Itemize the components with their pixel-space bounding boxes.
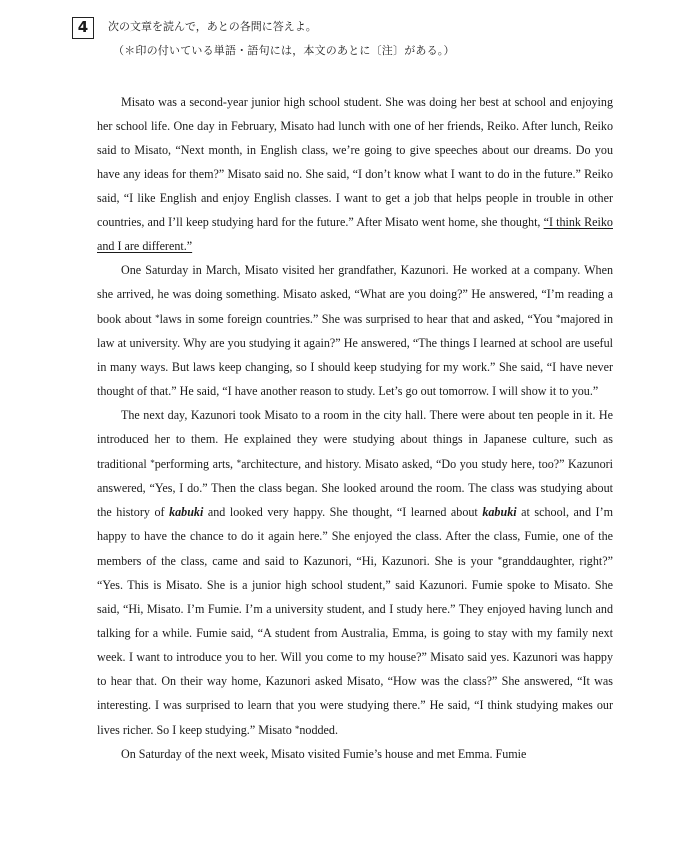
question-instruction: 次の文章を読んで，あとの各問に答えよ。 xyxy=(108,20,317,33)
paragraph-3-text: nodded. xyxy=(299,723,338,737)
paragraph-3-text: performing arts, xyxy=(154,457,237,471)
paragraph-2-text: majored in law at university. Why are you studying it again?” He answered, “The things I learned at school are useful in many ways. But laws keep changing, so I should keep studying for my work.” She said, “I have never thought of that.” He said, “I have another reason to study. Let’s go out tomorrow. I will show it to you.” xyxy=(97,312,613,398)
footnote-marker: * xyxy=(294,724,300,734)
kabuki-term: kabuki xyxy=(169,505,204,519)
paragraph-2-text: One Saturday in March, Misato visited her grandfather, Kazunori. He worked at a company. When she arrived, he was doing something. Misato asked, “What are you doing?” He answered, “I’m reading a book about xyxy=(97,263,613,326)
reading-passage xyxy=(97,90,613,766)
paragraph-2-text: laws in some foreign countries.” She was surprised to hear that and asked, “You xyxy=(159,312,556,326)
paragraph-3-text: The next day, Kazunori took Misato to a room in the city hall. There were about ten people in it. He introduced her to them. He explained they were studying about things in Japanese culture, such as traditional xyxy=(97,408,613,471)
paragraph-1 xyxy=(97,90,613,258)
footnote-notice: （＊印の付いている単語・語句には，本文のあとに〔注〕がある。） xyxy=(113,44,455,57)
footnote-marker: * xyxy=(150,458,155,468)
footnote-marker: * xyxy=(555,313,561,323)
kabuki-term: kabuki xyxy=(482,505,517,519)
footnote-marker: * xyxy=(497,555,503,565)
footnote-marker: * xyxy=(155,313,160,323)
paragraph-1-text: Misato was a second-year junior high school student. She was doing her best at school and enjoying her school life. One day in February, Misato had lunch with one of her friends, Reiko. After lunch, Reiko said to Misato, “Next month, in English class, we’re going to give speeches about our dreams. Do you have any ideas for them?” Misato said no. She said, “I don’t know what I want to do in the future.” Reiko said, “I like English and enjoy English classes. I want to get a job that helps people in trouble in other countries, and I’ll keep studying hard for the future.” After Misato went home, she thought, xyxy=(97,95,613,229)
paragraph-2 xyxy=(97,258,613,403)
question-number-box: 4 xyxy=(72,17,94,39)
paragraph-3-text: and looked very happy. She thought, “I learned about xyxy=(203,505,483,519)
paragraph-3-text: at school, and I’m happy to have the chance to do it again here.” She enjoyed the class. After the class, Fumie, one of the members of the class, came and said to Kazunori, “Hi, Kazunori. She is your xyxy=(97,505,614,568)
underlined-sentence: “I think Reiko and I are different.” xyxy=(97,215,613,253)
paragraph-3-text: architecture, and history. Misato asked, “Do you study here, too?” Kazunori answered, “Yes, I do.” Then the class began. She looked around the room. The class was studying about the history of xyxy=(97,457,614,519)
paragraph-3 xyxy=(97,403,613,742)
paragraph-4: On Saturday of the next week, Misato visited Fumie’s house and met Emma. Fumie xyxy=(121,747,527,761)
footnote-marker: * xyxy=(236,458,242,468)
paragraph-3-text: granddaughter, right?” “Yes. This is Misato. She is a junior high school student,” said Kazunori. Fumie spoke to Misato. She said, “Hi, Misato. I’m Fumie. I’m a university student, and I study here.” They enjoyed having lunch and talking for a while. Fumie said, “A student from Australia, Emma, is going to stay with my family next week. I want to introduce you to her. Will you come to my house?” Misato said yes. Kazunori was happy to hear that. On their way home, Kazunori asked Misato, “How was the class?” She answered, “It was interesting. I was surprised to learn that you were studying there.” He said, “I think studying makes our lives richer. So I keep studying.” Misato xyxy=(97,554,613,737)
